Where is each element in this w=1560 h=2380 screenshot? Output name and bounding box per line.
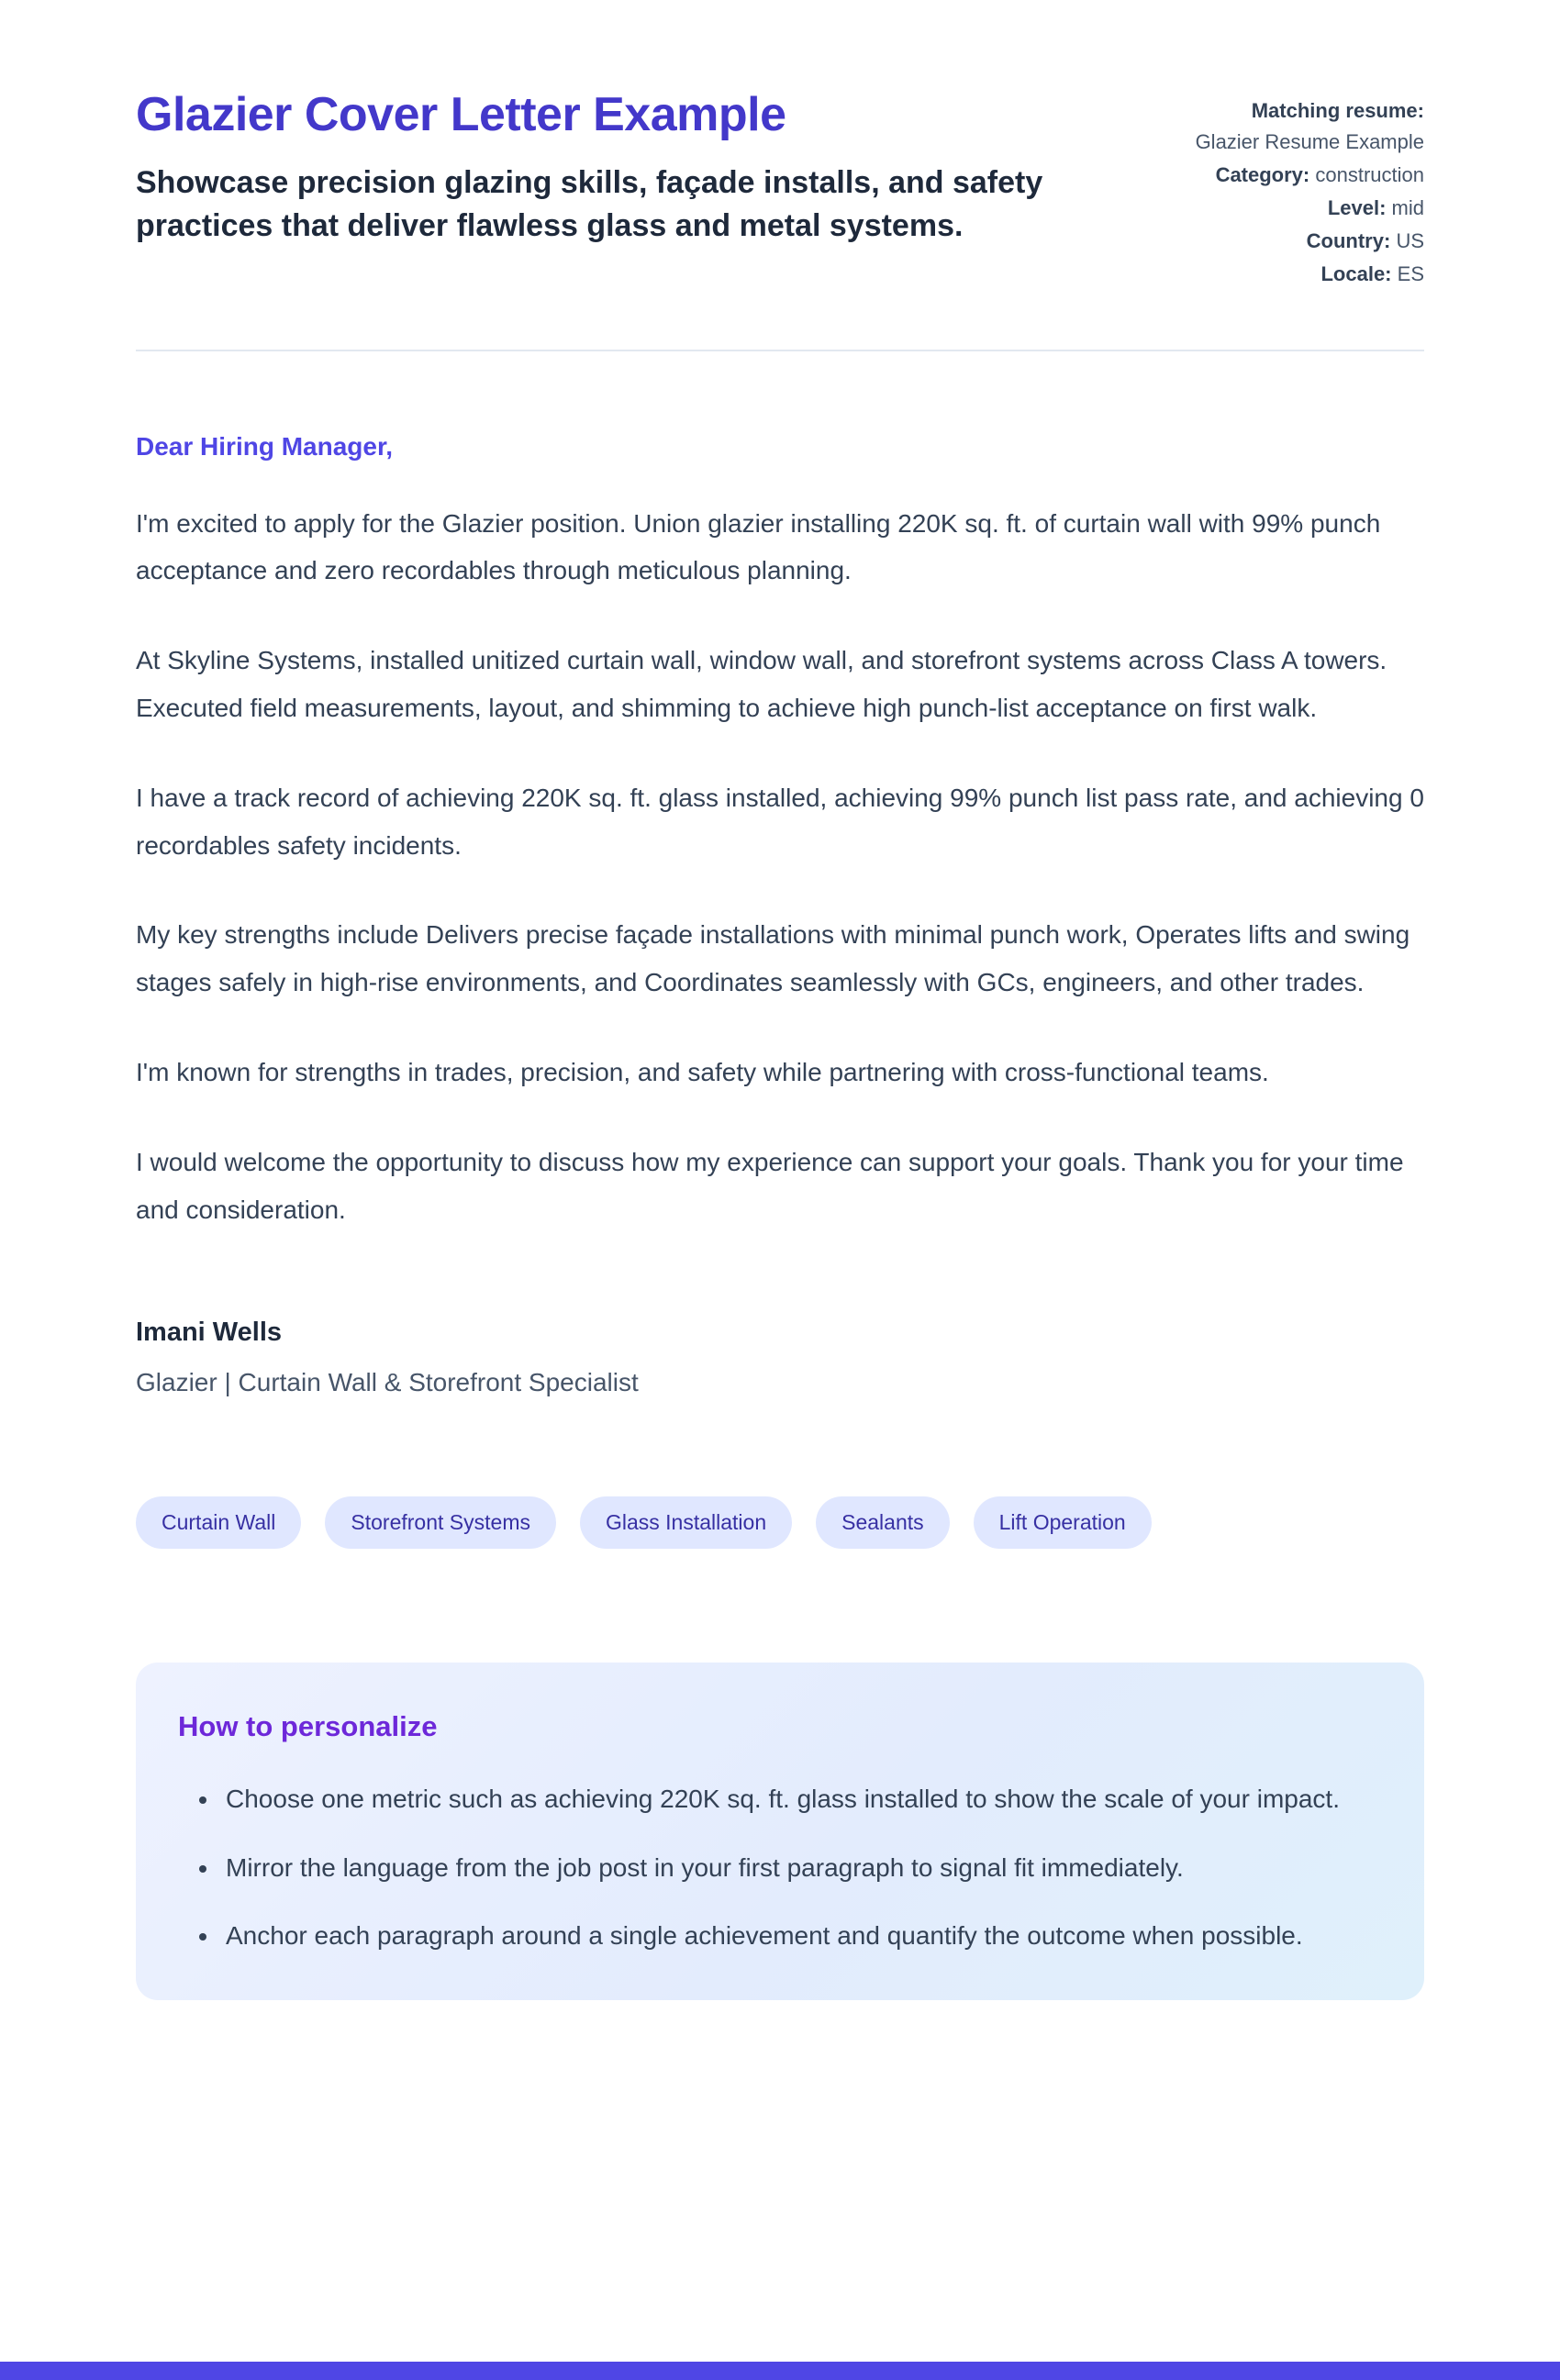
signature-title: Glazier | Curtain Wall & Storefront Specialist — [136, 1368, 639, 1397]
signature-name: Imani Wells — [136, 1318, 283, 1348]
tag-pill-glass-installation[interactable]: Glass Installation — [580, 1496, 792, 1549]
meta-label: Level: — [1327, 196, 1387, 220]
letter-paragraph: I have a track record of achieving 220K sq. ft. glass installed, achieving 99% punch list pass rate, and achieving 0 recordables safety incidents. — [136, 783, 1424, 860]
letter-paragraph: I'm excited to apply for the Glazier position. Union glazier installing 220K sq. ft. of curtain wall with 99% punch acceptance and zero recordables through meticulous planning. — [136, 508, 1381, 585]
cover-letter-body — [136, 432, 1424, 1398]
tag-pill-curtain-wall[interactable]: Curtain Wall — [136, 1496, 301, 1549]
personalize-tips-card — [136, 1663, 1424, 1999]
page-header — [136, 88, 1424, 293]
meta-item-level — [1186, 193, 1424, 224]
meta-label: Country: — [1306, 229, 1391, 253]
header-divider — [136, 350, 1424, 351]
meta-value: construction — [1315, 163, 1424, 187]
tips-list — [178, 1776, 1382, 1959]
letter-greeting: Dear Hiring Manager, — [136, 431, 394, 461]
tip-item: • Choose one metric such as achieving 220K sq. ft. glass installed to show the scale of your impact. — [220, 1776, 1382, 1822]
meta-item-country — [1186, 226, 1424, 257]
letter-paragraph: My key strengths include Delivers precise façade installations with minimal punch work, Operates lifts and swing stages safely in high-rise environments, and Coordinates seamlessly with GCs, engineers, and other trades. — [136, 920, 1410, 997]
page-title: Glazier Cover Letter Example — [136, 88, 786, 141]
page-subtitle: Showcase precision glazing skills, façade installs, and safety practices that deliver flawless glass and metal systems. — [136, 164, 1043, 244]
tag-pill-storefront-systems[interactable]: Storefront Systems — [325, 1496, 556, 1549]
meta-item-category — [1186, 160, 1424, 191]
letter-paragraph: At Skyline Systems, installed unitized curtain wall, window wall, and storefront systems across Class A towers. Executed field measurements, layout, and shimming to achieve high punch-list acceptance on first walk. — [136, 646, 1387, 722]
meta-item-locale — [1186, 259, 1424, 290]
letter-paragraph: I'm known for strengths in trades, precision, and safety while partnering with cross-functional teams. — [136, 1057, 1269, 1086]
meta-panel — [1186, 88, 1424, 293]
tag-pill-lift-operation[interactable]: Lift Operation — [974, 1496, 1152, 1549]
meta-label: Category: — [1215, 163, 1310, 187]
meta-value: US — [1396, 229, 1424, 253]
meta-item-matching-resume — [1186, 95, 1424, 158]
meta-label: Locale: — [1320, 262, 1392, 286]
header-titles — [136, 88, 1118, 249]
letter-paragraph: I would welcome the opportunity to discuss how my experience can support your goals. Thank you for your time and consideration. — [136, 1147, 1404, 1224]
skill-tags — [136, 1496, 1424, 1549]
tip-item: • Anchor each paragraph around a single achievement and quantify the outcome when possible. — [220, 1913, 1382, 1959]
meta-value: Glazier Resume Example — [1195, 130, 1424, 154]
page-container — [136, 0, 1424, 2000]
tip-item: • Mirror the language from the job post in your first paragraph to signal fit immediately. — [220, 1845, 1382, 1891]
meta-label: Matching resume: — [1251, 99, 1424, 122]
meta-value: ES — [1397, 262, 1424, 286]
footer-accent-bar — [0, 2362, 1560, 2380]
tips-heading: How to personalize — [178, 1710, 438, 1743]
tag-pill-sealants[interactable]: Sealants — [816, 1496, 950, 1549]
meta-value: mid — [1391, 196, 1424, 220]
signature-block — [136, 1318, 1424, 1397]
